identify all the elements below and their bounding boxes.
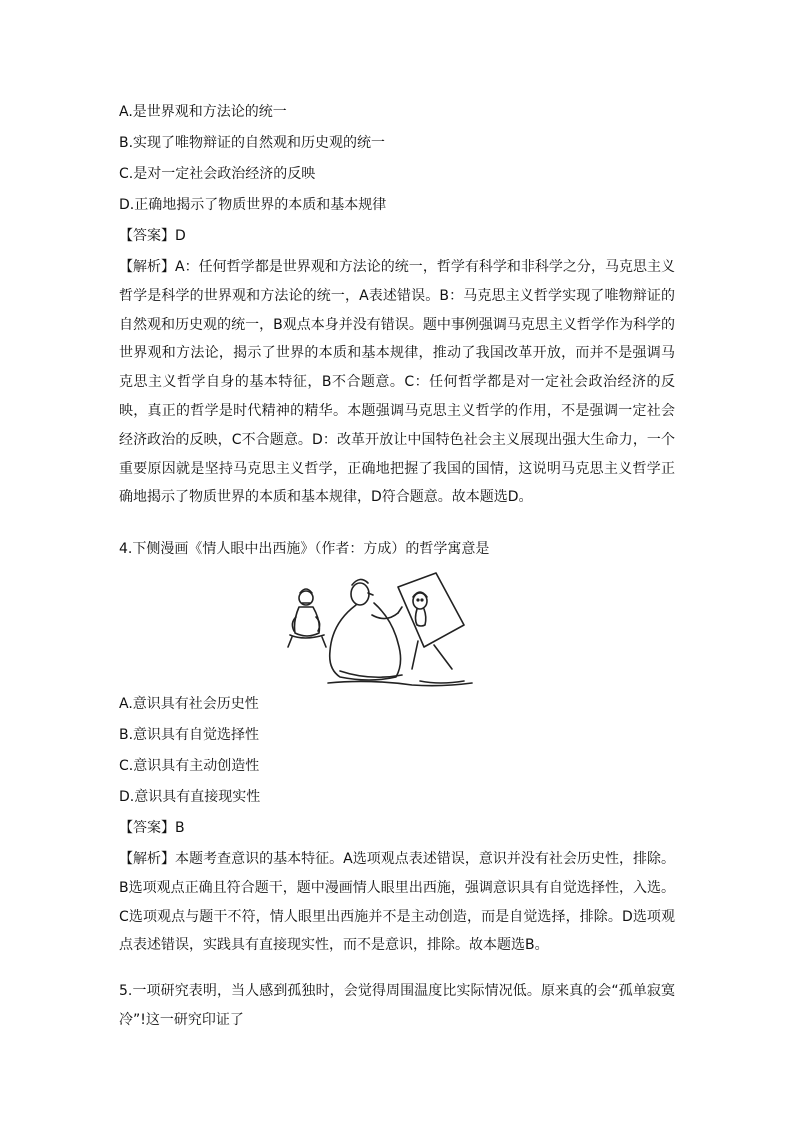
q4-stem-block xyxy=(119,539,675,559)
q3-block xyxy=(119,102,675,512)
q4-answer: 【答案】B xyxy=(119,820,185,836)
q4-option-c: C.意识具有主动创造性 xyxy=(119,758,260,774)
q5-stem: 5.一项研究表明，当人感到孤独时，会觉得周围温度比实际情况低。原来真的会“孤单寂寞冷”!这一研究印证了 xyxy=(119,983,675,1028)
q3-option-c: C.是对一定社会政治经济的反映 xyxy=(119,166,316,182)
q3-analysis xyxy=(119,253,675,512)
q4-block xyxy=(119,694,675,960)
q4-analysis-text: 本题考查意识的基本特征。A选项观点表述错误，意识并没有社会历史性，排除。B选项观点正确且符合题干，题中漫画情人眼里出西施，强调意识具有自觉选择性，入选。C选项观点与题干不符，情人眼里出西施并不是主动创造，而是自觉选择，排除。D选项观点表述错误，实践具有直接现实性，而不是意识，排除。故本题选B。 xyxy=(119,851,676,954)
q3-analysis-text: A：任何哲学都是世界观和方法论的统一，哲学有科学和非科学之分，马克思主义哲学是科学的世界观和方法论的统一，A表述错误。B：马克思主义哲学实现了唯物辩证的自然观和历史观的统一，B观点本身并没有错误。题中事例强调马克思主义哲学作为科学的世界观和方法论，揭示了世界的本质和基本规律，推动了我国改革开放，而并不是强调马克思主义哲学自身的基本特征，B不合题意。C：任何哲学都是对一定社会政治经济的反映，真正的哲学是时代精神的精华。本题强调马克思主义哲学的作用，不是强调一定社会经济政治的反映，C不合题意。D：改革开放让中国特色社会主义展现出强大生命力，一个重要原因就是坚持马克思主义哲学，正确地把握了我国的国情，这说明马克思主义哲学正确地揭示了物质世界的本质和基本规律，D符合题意。故本题选D。 xyxy=(119,259,676,506)
cartoon-illustration xyxy=(280,567,492,689)
q3-option-b: B.实现了唯物辩证的自然观和历史观的统一 xyxy=(119,135,386,151)
q4-option-a: A.意识具有社会历史性 xyxy=(119,696,259,712)
q3-option-a: A.是世界观和方法论的统一 xyxy=(119,104,287,120)
q3-option-d: D.正确地揭示了物质世界的本质和基本规律 xyxy=(119,197,387,213)
q5-block xyxy=(119,977,675,1035)
q4-stem: 4.下侧漫画《情人眼中出西施》（作者：方成）的哲学寓意是 xyxy=(119,541,490,557)
q4-analysis-label: 【解析】 xyxy=(119,851,176,867)
cartoon-drawing xyxy=(280,567,492,689)
q4-option-d: D.意识具有直接现实性 xyxy=(119,789,261,805)
q4-analysis xyxy=(119,845,675,960)
q4-option-b: B.意识具有自觉选择性 xyxy=(119,727,260,743)
q3-answer: 【答案】D xyxy=(119,228,186,244)
q3-analysis-label: 【解析】 xyxy=(119,259,176,275)
